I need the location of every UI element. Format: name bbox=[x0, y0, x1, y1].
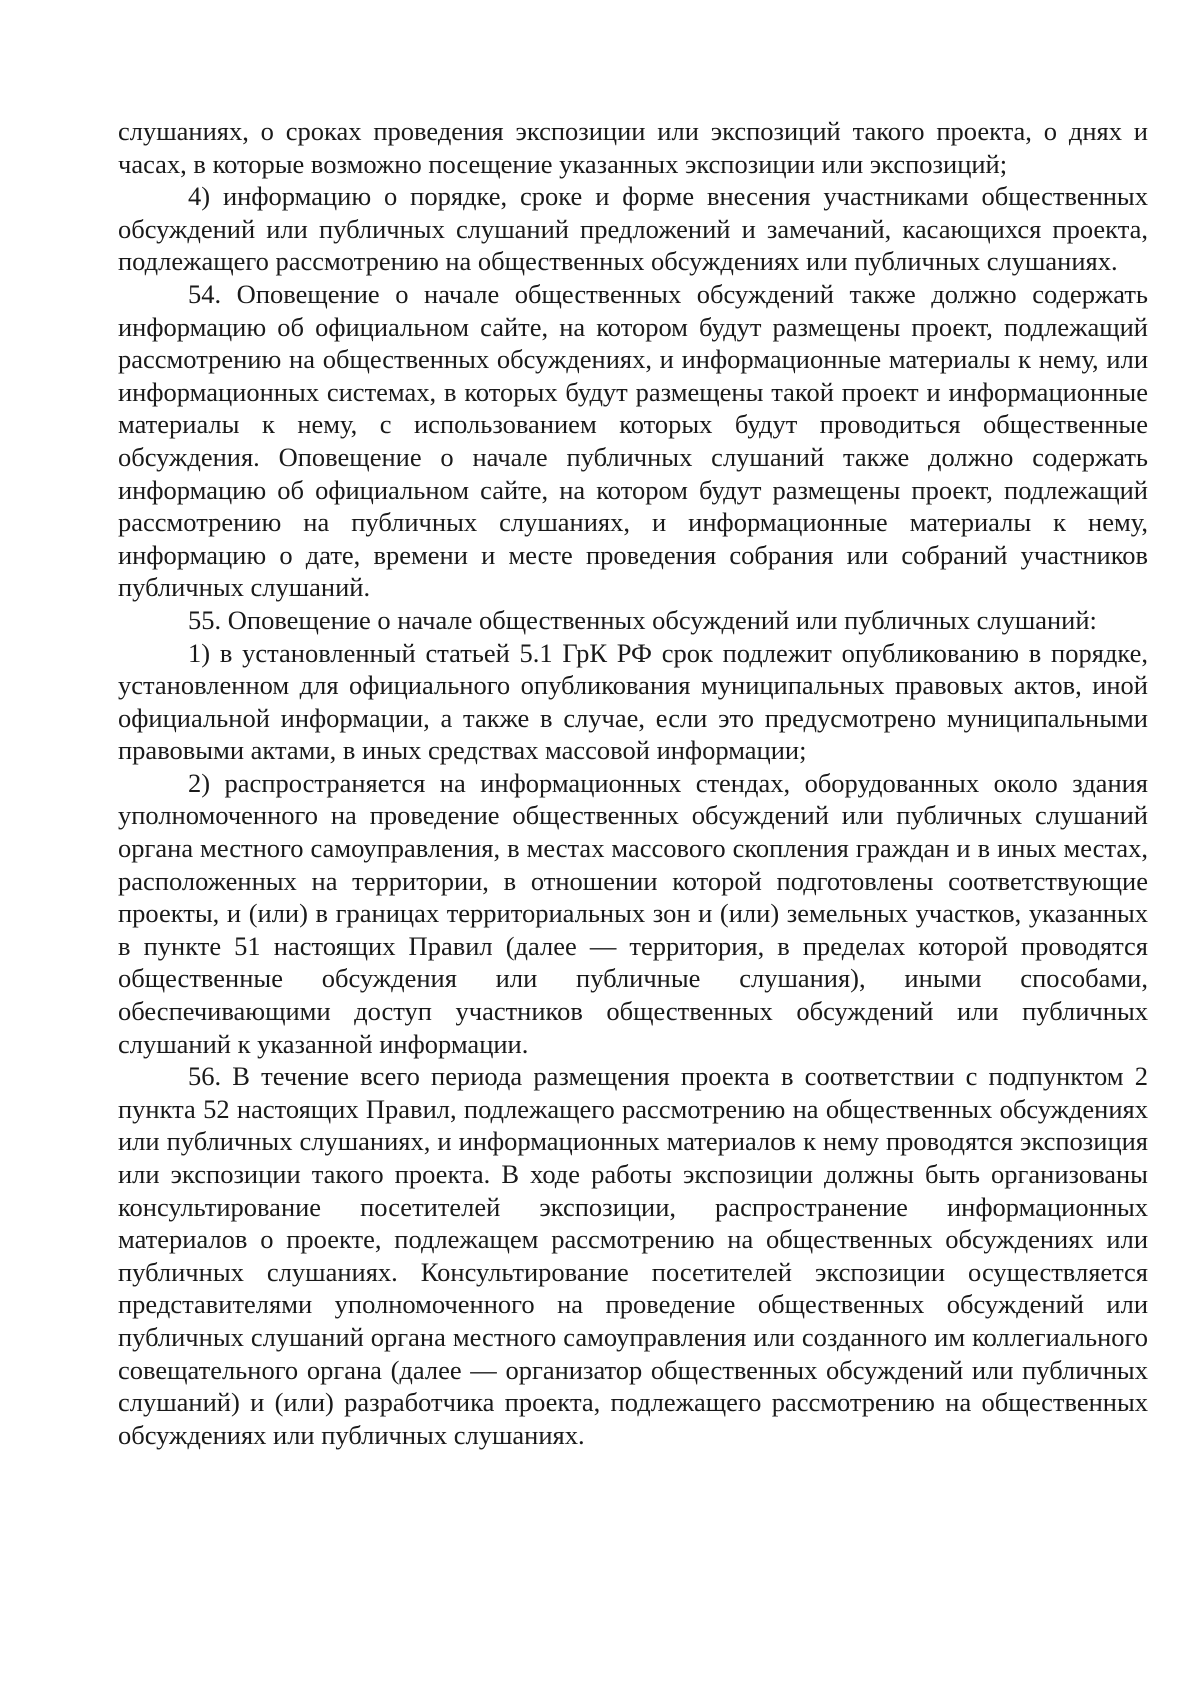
paragraph-item-4: 4) информацию о порядке, сроке и форме внесения участниками общественных обсуждений или публичных слушаний предложений и замечаний, касающихся проекта, подлежащего рассмотрению на общественных обсуждениях или публичных слушаниях. bbox=[118, 181, 1148, 277]
paragraph-56: 56. В течение всего периода размещения проекта в соответствии с подпунктом 2 пункта 52 настоящих Правил, подлежащего рассмотрению на общественных обсуждениях или публичных слушаниях, и информационных материалов к нему проводятся экспозиция или экспозиции такого проекта. В ходе работы экспозиции должны быть организованы консультирование посетителей экспозиции, распространение информационных материалов о проекте, подлежащем рассмотрению на общественных обсуждениях или публичных слушаниях. Консультирование посетителей экспозиции осуществляется представителями уполномоченного на проведение общественных обсуждений или публичных слушаний органа местного самоуправления или созданного им коллегиального совещательного органа (далее — организатор общественных обсуждений или публичных слушаний) и (или) разработчика проекта, подлежащего рассмотрению на общественных обсуждениях или публичных слушаниях. bbox=[118, 1061, 1148, 1450]
paragraph-55: 55. Оповещение о начале общественных обсуждений или публичных слушаний: bbox=[188, 604, 1097, 635]
paragraph-54: 54. Оповещение о начале общественных обсуждений также должно содержать информацию об официальном сайте, на котором будут размещены проект, подлежащий рассмотрению на общественных обсуждениях, и информационные материалы к нему, или информационных системах, в которых будут размещены такой проект и информационные материалы к нему, с использованием которых будут проводиться общественные обсуждения. Оповещение о начале публичных слушаний также должно содержать информацию об официальном сайте, на котором будут размещены проект, подлежащий рассмотрению на публичных слушаниях, и информационные материалы к нему, информацию о дате, времени и месте проведения собрания или собраний участников публичных слушаний. bbox=[118, 278, 1148, 603]
document-page bbox=[118, 115, 1148, 1451]
paragraph-55-item-2: 2) распространяется на информационных стендах, оборудованных около здания уполномоченного на проведение общественных обсуждений или публичных слушаний органа местного самоуправления, в местах массового скопления граждан и в иных местах, расположенных на территории, в отношении которой подготовлены соответствующие проекты, и (или) в границах территориальных зон и (или) земельных участков, указанных в пункте 51 настоящих Правил (далее — территория, в пределах которой проводятся общественные обсуждения или публичные слушания), иными способами, обеспечивающими доступ участников общественных обсуждений или публичных слушаний к указанной информации. bbox=[118, 767, 1148, 1059]
paragraph-55-item-1: 1) в установленный статьей 5.1 ГрК РФ срок подлежит опубликованию в порядке, установленном для официального опубликования муниципальных правовых актов, иной официальной информации, а также в случае, если это предусмотрено муниципальными правовыми актами, в иных средствах массовой информации; bbox=[118, 637, 1148, 766]
paragraph-continuation: слушаниях, о сроках проведения экспозиции или экспозиций такого проекта, о днях и часах, в которые возможно посещение указанных экспозиции или экспозиций; bbox=[118, 116, 1148, 179]
